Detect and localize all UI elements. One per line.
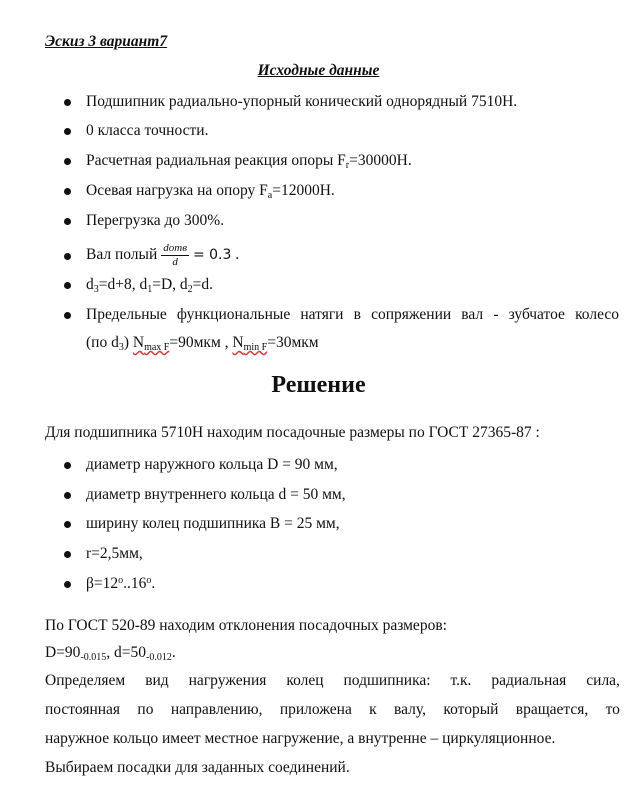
subscript: -0.015 bbox=[80, 652, 107, 663]
text: =30000Н. bbox=[349, 152, 412, 169]
text: =12000Н. bbox=[272, 182, 335, 199]
text: =d. bbox=[192, 276, 214, 293]
fraction bbox=[161, 242, 189, 269]
list-item: диаметр наружного кольца D = 90 мм, bbox=[86, 456, 338, 473]
word: к bbox=[369, 701, 377, 718]
text: . bbox=[151, 575, 156, 592]
bullet-icon bbox=[64, 158, 71, 165]
spellcheck-word bbox=[133, 334, 169, 351]
solution-intro: Для подшипника 5710Н находим посадочные размеры по ГОСТ 27365-87 : bbox=[45, 424, 540, 441]
word: то bbox=[605, 701, 620, 718]
word: колец bbox=[286, 672, 324, 689]
superscript: о bbox=[146, 575, 152, 586]
section-subtitle: Исходные данные bbox=[257, 62, 380, 79]
bullet-icon bbox=[64, 492, 71, 499]
list-item bbox=[86, 151, 412, 171]
word: направлению, bbox=[170, 701, 263, 718]
paragraph: По ГОСТ 520-89 находим отклонения посадочных размеров: bbox=[45, 617, 447, 634]
text: =d+8, d bbox=[98, 276, 148, 293]
bullet-icon bbox=[64, 282, 71, 289]
list-item: Подшипник радиально-упорный конический однорядный 7510Н. bbox=[86, 93, 518, 110]
bullet-icon bbox=[64, 218, 71, 225]
paragraph-line: Выбираем посадки для заданных соединений. bbox=[45, 759, 350, 776]
list-item bbox=[86, 240, 239, 270]
paragraph bbox=[45, 643, 176, 663]
text: Расчетная радиальная реакция опоры F bbox=[86, 152, 346, 169]
paragraph-line bbox=[45, 671, 620, 691]
text: Вал полый bbox=[86, 246, 158, 263]
text: . bbox=[171, 644, 176, 661]
word: вращается, bbox=[515, 701, 589, 718]
bullet-icon bbox=[64, 551, 71, 558]
list-item bbox=[86, 181, 335, 201]
fraction-numerator: dотв bbox=[163, 241, 187, 254]
bullet-icon bbox=[64, 253, 71, 260]
text: , d=50 bbox=[106, 644, 147, 661]
text: . bbox=[235, 246, 240, 263]
paragraph-line bbox=[45, 700, 620, 720]
list-item bbox=[86, 275, 213, 295]
subscript: 1 bbox=[147, 284, 153, 295]
bullet-icon bbox=[64, 128, 71, 135]
word: Определяем bbox=[45, 672, 126, 689]
word: который bbox=[443, 701, 499, 718]
text: ) bbox=[123, 334, 133, 351]
bullet-icon bbox=[64, 521, 71, 528]
text: N bbox=[232, 334, 244, 351]
subscript: 2 bbox=[187, 284, 193, 295]
document-title: Эскиз 3 вариант7 bbox=[45, 33, 168, 50]
word: валу, bbox=[394, 701, 426, 718]
word: сила, bbox=[586, 672, 620, 689]
word: вид bbox=[145, 672, 169, 689]
bullet-icon bbox=[64, 462, 71, 469]
subscript: min F bbox=[243, 342, 268, 353]
text: β=12 bbox=[86, 575, 119, 592]
subscript: a bbox=[267, 190, 273, 201]
word: подшипника: bbox=[343, 672, 431, 689]
text: =90мкм , bbox=[169, 334, 233, 351]
subscript: 3 bbox=[93, 284, 99, 295]
spellcheck-word bbox=[232, 334, 267, 351]
bullet-icon bbox=[64, 312, 71, 319]
text: ..16 bbox=[123, 575, 147, 592]
superscript: о bbox=[118, 575, 124, 586]
text: D=90 bbox=[45, 644, 81, 661]
subscript: max F bbox=[144, 342, 170, 353]
word: приложена bbox=[279, 701, 352, 718]
fraction-denominator: d bbox=[172, 255, 178, 268]
solution-heading: Решение bbox=[271, 372, 366, 398]
subscript: r bbox=[345, 160, 350, 171]
math-text: = 0.3 bbox=[192, 247, 232, 263]
list-item bbox=[86, 574, 155, 594]
list-item: Предельные функциональные натяги в сопряжении вал - зубчатое колесо bbox=[86, 306, 619, 323]
word: по bbox=[137, 701, 154, 718]
word: нагружения bbox=[188, 672, 267, 689]
word: постоянная bbox=[45, 701, 121, 718]
text: =30мкм bbox=[267, 334, 319, 351]
list-item: Перегрузка до 300%. bbox=[86, 212, 225, 229]
text: N bbox=[132, 334, 145, 351]
subscript: -0.012 bbox=[146, 652, 172, 663]
list-item-continuation bbox=[86, 333, 319, 353]
bullet-icon bbox=[64, 99, 71, 106]
list-item: r=2,5мм, bbox=[86, 545, 143, 562]
list-item: ширину колец подшипника В = 25 мм, bbox=[86, 515, 340, 532]
subscript: 3 bbox=[118, 342, 124, 353]
text: Осевая нагрузка на опору F bbox=[86, 182, 268, 199]
text: =D, d bbox=[152, 276, 188, 293]
text: d bbox=[86, 276, 94, 293]
bullet-icon bbox=[64, 581, 71, 588]
bullet-icon bbox=[64, 188, 71, 195]
list-item: 0 класса точности. bbox=[86, 122, 209, 139]
word: радиальная bbox=[491, 672, 567, 689]
word: т.к. bbox=[450, 672, 472, 689]
text: (по d bbox=[86, 334, 119, 351]
list-item: диаметр внутреннего кольца d = 50 мм, bbox=[86, 486, 346, 503]
paragraph-line: наружное кольцо имеет местное нагружение, а внутренне – циркуляционное. bbox=[45, 730, 556, 747]
